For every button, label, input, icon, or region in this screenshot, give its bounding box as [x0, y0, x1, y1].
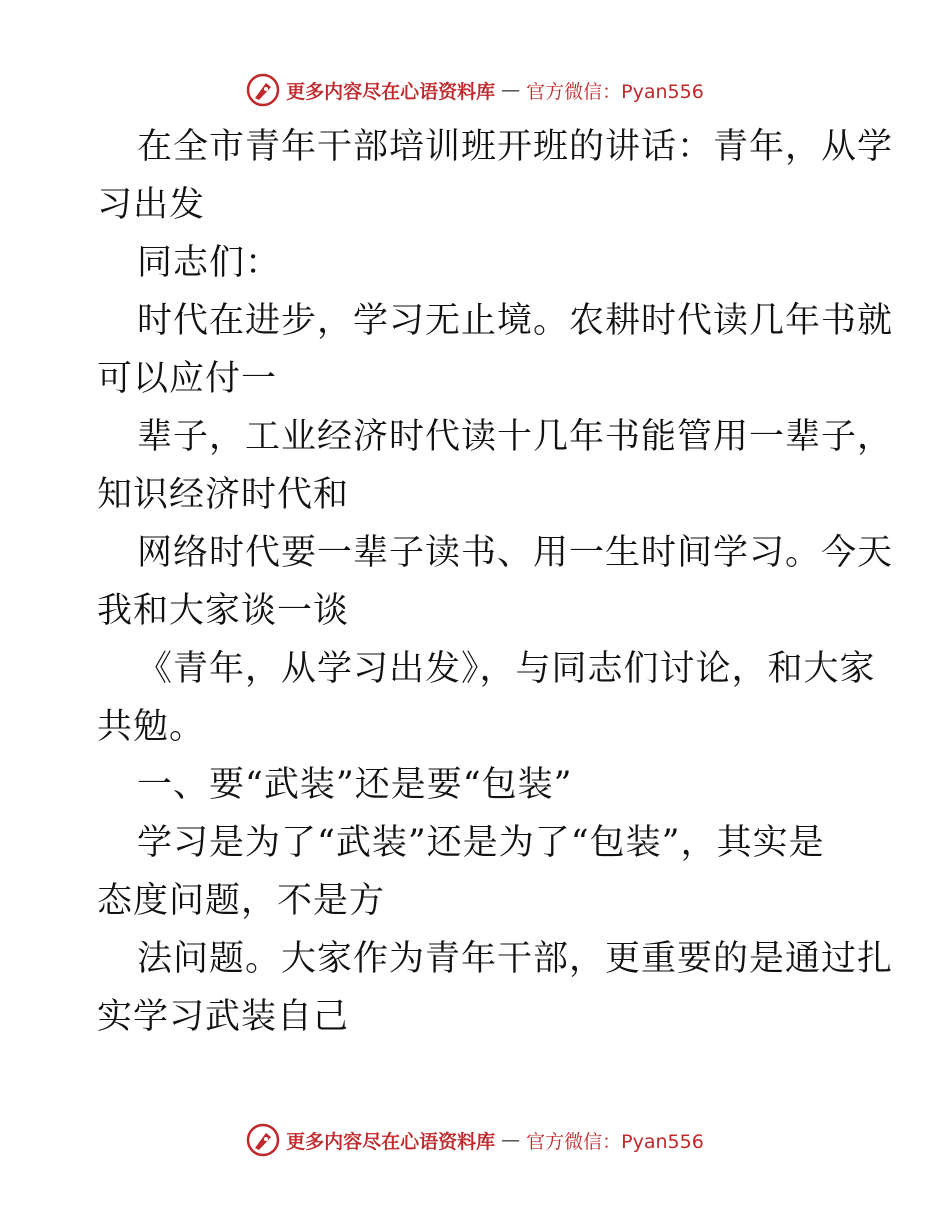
watermark-contact: 官方微信：Pyan556	[526, 80, 704, 103]
document-body	[97, 118, 894, 1046]
paragraph-line: 知识经济时代和	[97, 475, 350, 515]
header-watermark	[0, 70, 950, 110]
paragraph-line: 我和大家谈一谈	[97, 591, 350, 631]
document-title-line: 习出发	[97, 185, 206, 225]
paragraph-line: 可以应付一	[97, 359, 278, 399]
salutation: 同志们：	[137, 243, 282, 283]
pen-nib-logo-icon	[246, 1123, 280, 1157]
paragraph-line: 实学习武装自己	[97, 997, 350, 1037]
footer-watermark	[0, 1120, 950, 1160]
paragraph-line: 网络时代要一辈子读书、用一生时间学习。今天	[137, 533, 894, 573]
section-heading: 一、要“武装”还是要“包装”	[137, 765, 573, 805]
paragraph-line: 法问题。大家作为青年干部，更重要的是通过扎	[137, 939, 894, 979]
paragraph-line: 《青年，从学习出发》，与同志们讨论，和大家	[137, 649, 876, 689]
watermark-brand: 更多内容尽在心语资料库	[286, 1130, 496, 1153]
paragraph-line: 态度问题，不是方	[97, 881, 386, 921]
paragraph-line: 共勉。	[97, 707, 206, 747]
paragraph-line: 学习是为了“武装”还是为了“包装”，其实是	[137, 823, 825, 863]
watermark-brand: 更多内容尽在心语资料库	[286, 80, 496, 103]
watermark-separator: —	[501, 79, 521, 101]
watermark-contact: 官方微信：Pyan556	[526, 1130, 704, 1153]
pen-nib-logo-icon	[246, 73, 280, 107]
document-title-line: 在全市青年干部培训班开班的讲话：青年，从学	[137, 127, 894, 167]
paragraph-line: 辈子，工业经济时代读十几年书能管用一辈子，	[137, 417, 894, 457]
paragraph-line: 时代在进步，学习无止境。农耕时代读几年书就	[137, 301, 894, 341]
watermark-separator: —	[501, 1129, 521, 1151]
